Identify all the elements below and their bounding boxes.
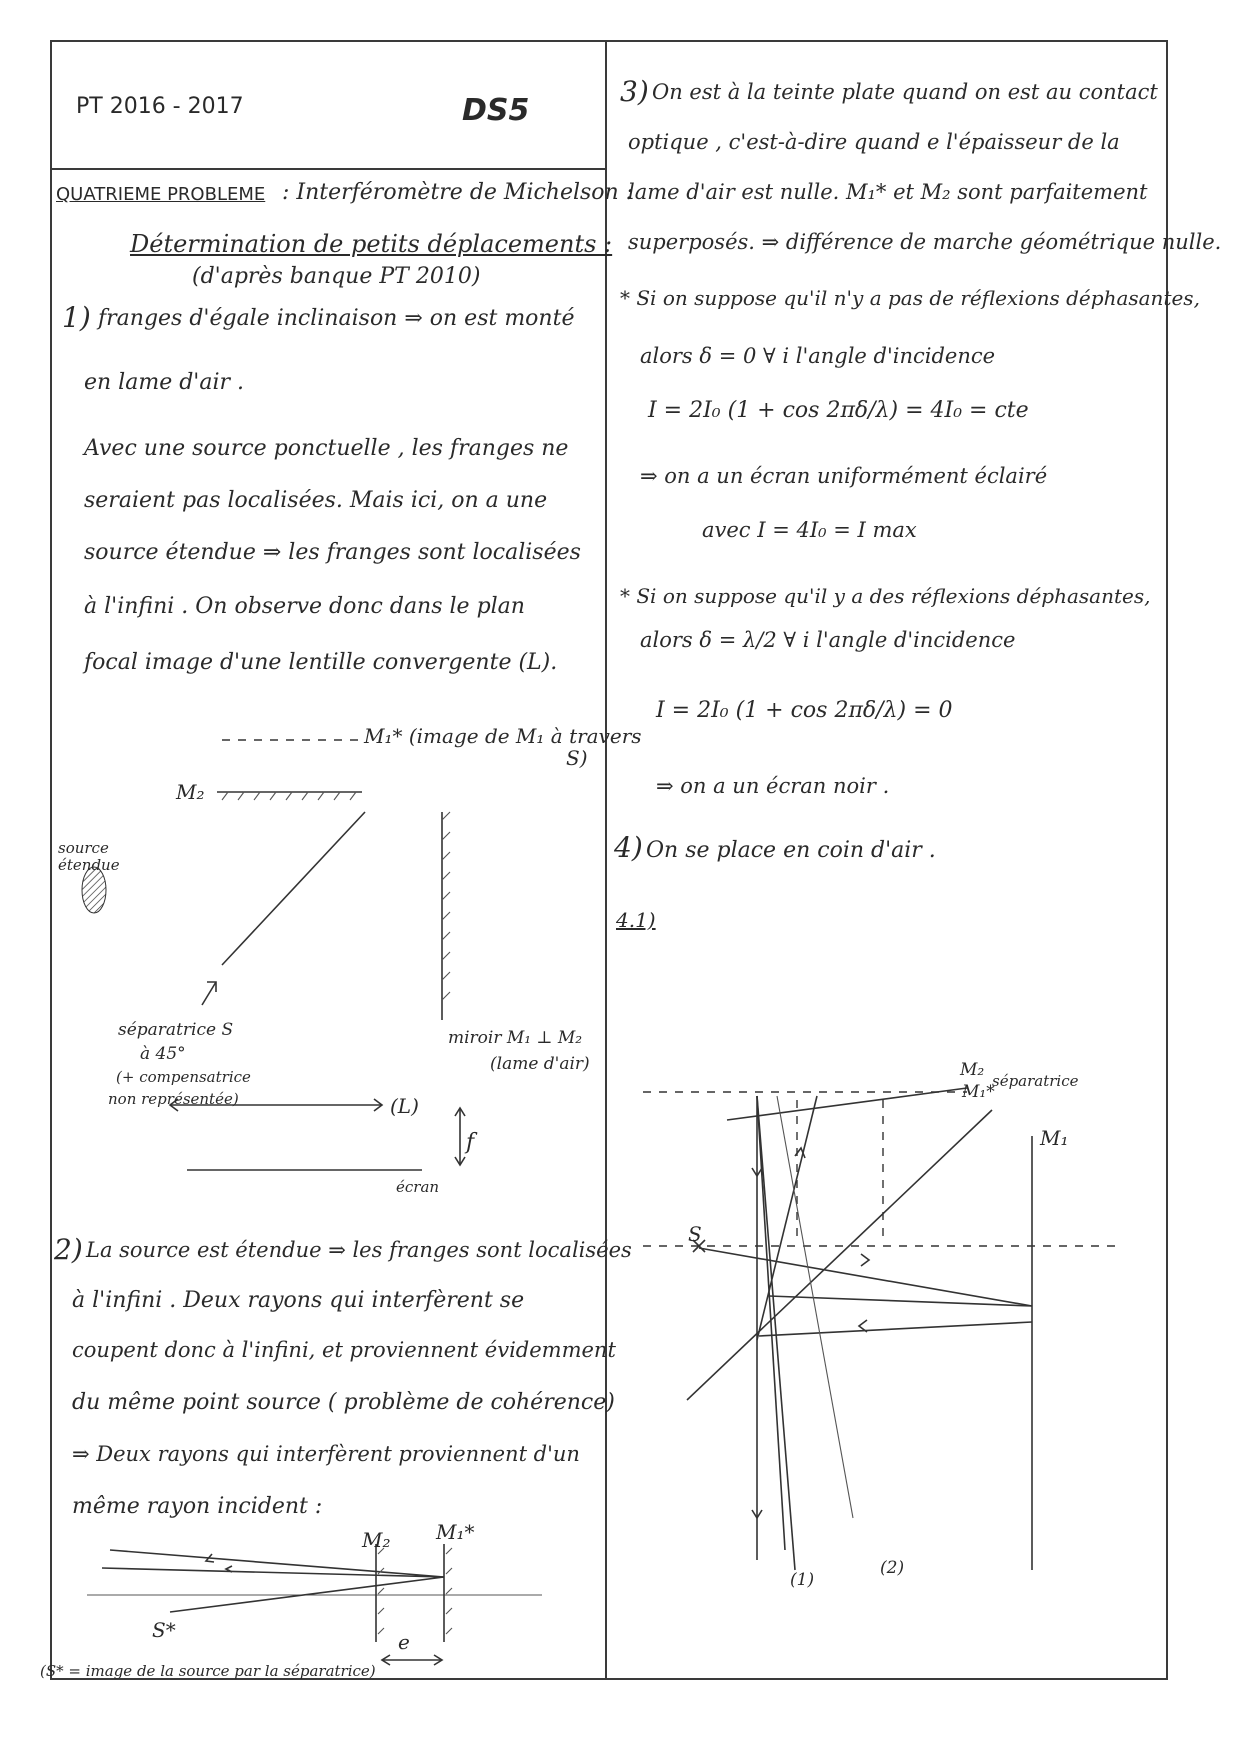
lens-label: (L)	[390, 1094, 419, 1118]
separatrice-angle: à 45°	[140, 1044, 186, 1064]
s-star-label: S*	[152, 1618, 176, 1642]
q3-case-2-result: ⇒ on a un écran noir .	[656, 774, 890, 798]
ray-2-label: (2)	[880, 1558, 905, 1578]
focal-length-label: f	[466, 1130, 475, 1155]
header-divider	[52, 168, 605, 170]
faint-ray	[777, 1096, 853, 1518]
thickness-label: e	[398, 1630, 410, 1654]
problem-tag: QUATRIEME PROBLEME	[56, 184, 266, 205]
q1-line: à l'infini . On observe donc dans le plan	[84, 594, 525, 619]
separatrice-label: séparatrice	[992, 1072, 1079, 1090]
q2-line: ⇒ Deux rayons qui interfèrent proviennent d'un	[72, 1442, 580, 1466]
return-ray-2	[759, 1322, 1032, 1336]
q3-case-2: * Si on suppose qu'il y a des réflexions déphasantes,	[620, 584, 1151, 608]
compensatrice-label: (+ compensatrice	[116, 1068, 251, 1086]
ray-1-label: (1)	[790, 1570, 815, 1590]
s-star-caption: (S* = image de la source par la séparatrice)	[40, 1662, 376, 1680]
mirror-m2-hatching	[222, 792, 356, 800]
mirror-m2-tilted	[727, 1088, 967, 1120]
source-label: source étendue	[58, 839, 120, 874]
q4-number: 4)	[614, 831, 643, 864]
ds-label: DS5	[462, 93, 530, 128]
beamsplitter	[687, 1110, 992, 1400]
q3-case-1-result: ⇒ on a un écran uniformément éclairé	[640, 464, 1048, 488]
q3-line: lame d'air est nulle. M₁* et M₂ sont parfaitement	[628, 180, 1148, 204]
q3-case-1-intensity: avec I = 4I₀ = I max	[702, 518, 917, 542]
q1-line: en lame d'air .	[84, 370, 244, 395]
mirror-m1-hatching	[442, 812, 450, 1000]
return-ray	[769, 1296, 1032, 1306]
q3-line: superposés. ⇒ différence de marche géométrique nulle.	[628, 230, 1222, 254]
m2-label: M₂	[960, 1060, 985, 1080]
source-s-label: S	[688, 1222, 702, 1246]
q2-line: coupent donc à l'infini, et proviennent évidemment	[72, 1338, 616, 1362]
q1-line: focal image d'une lentille convergente (L).	[84, 650, 558, 675]
m2-label: M₂	[176, 780, 205, 804]
mirror-hatching	[378, 1548, 452, 1634]
q3-case-1-line: alors δ = 0 ∀ i l'angle d'incidence	[640, 344, 996, 368]
air-plate-rays-figure	[52, 1530, 605, 1680]
q3-line: optique , c'est-à-dire quand e l'épaisseur de la	[628, 130, 1120, 154]
q4-1-number: 4.1)	[616, 908, 656, 932]
q3-line: On est à la teinte plate quand on est au contact	[652, 80, 1158, 104]
extended-source	[82, 867, 106, 913]
q1-line: franges d'égale inclinaison ⇒ on est monté	[98, 306, 575, 331]
q3-case-2-line: alors δ = λ/2 ∀ i l'angle d'incidence	[640, 628, 1016, 652]
q1-line: source étendue ⇒ les franges sont localisées	[84, 540, 581, 565]
air-wedge-figure	[607, 1040, 1167, 1620]
q3-case-1-equation: I = 2I₀ (1 + cos 2πδ/λ) = 4I₀ = cte	[648, 398, 1029, 423]
q1-line: seraient pas localisées. Mais ici, on a une	[84, 488, 548, 513]
beamsplitter-arrow	[202, 982, 216, 1005]
beamsplitter	[222, 812, 365, 965]
q1-number: 1)	[62, 301, 91, 334]
section-subtitle: Détermination de petits déplacements :	[130, 230, 613, 258]
q3-number: 3)	[620, 75, 649, 108]
screen-label: écran	[396, 1178, 440, 1196]
m1-image-label-end: S)	[566, 746, 588, 770]
m1-star-label: M₁*	[962, 1082, 995, 1102]
michelson-setup-figure	[52, 700, 605, 1220]
compensatrice-note: non représentée)	[108, 1090, 239, 1108]
m2-label: M₂	[362, 1528, 391, 1552]
separatrice-label: séparatrice S	[118, 1020, 234, 1040]
q2-line: La source est étendue ⇒ les franges sont localisées	[86, 1238, 632, 1262]
q2-number: 2)	[54, 1233, 83, 1266]
q3-case-1: * Si on suppose qu'il n'y a pas de réflexions déphasantes,	[620, 286, 1200, 310]
mirror-m1-label: miroir M₁ ⊥ M₂	[448, 1028, 583, 1048]
problem-title: : Interféromètre de Michelson :	[282, 180, 634, 205]
ray-arrowheads	[206, 1554, 232, 1572]
q2-line: du même point source ( problème de cohérence)	[72, 1390, 615, 1415]
air-plate-label: (lame d'air)	[490, 1054, 590, 1074]
m1-star-label: M₁*	[436, 1520, 475, 1544]
m1-label: M₁	[1040, 1126, 1069, 1150]
q2-line: même rayon incident :	[72, 1494, 323, 1519]
m1-image-label: M₁* (image de M₁ à travers	[364, 724, 642, 748]
q1-line: Avec une source ponctuelle , les franges ne	[84, 436, 569, 461]
q4-line: On se place en coin d'air .	[646, 838, 936, 863]
q3-case-2-equation: I = 2I₀ (1 + cos 2πδ/λ) = 0	[656, 698, 953, 723]
source-reference: (d'après banque PT 2010)	[192, 264, 481, 289]
class-year: PT 2016 - 2017	[76, 94, 244, 119]
q2-line: à l'infini . Deux rayons qui interfèrent se	[72, 1288, 525, 1313]
